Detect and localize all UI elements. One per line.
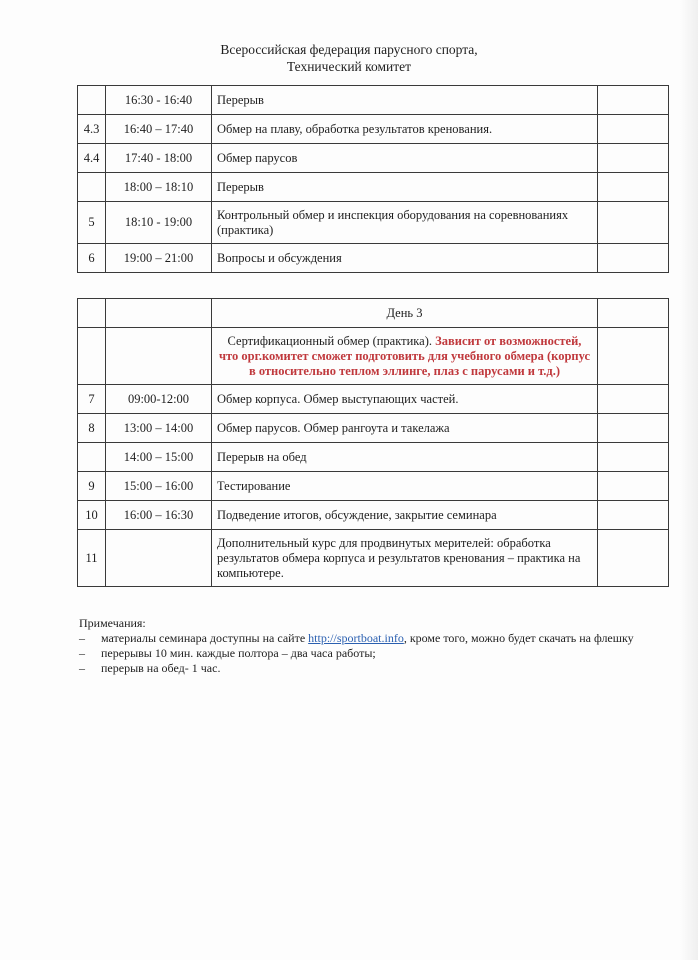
row-number	[78, 328, 106, 385]
row-number	[78, 173, 106, 202]
row-time	[106, 530, 212, 587]
table-row	[78, 501, 669, 530]
schedule-table-day2	[77, 85, 669, 273]
row-time: 16:40 – 17:40	[106, 115, 212, 144]
row-extra	[598, 244, 669, 273]
schedule-table-day3	[77, 298, 669, 587]
row-activity: Перерыв на обед	[212, 443, 598, 472]
row-extra	[598, 472, 669, 501]
note-text: перерывы 10 мин. каждые полтора – два часа работы;	[101, 646, 376, 660]
row-activity: Обмер корпуса. Обмер выступающих частей.	[212, 385, 598, 414]
table-row	[78, 86, 669, 115]
row-extra	[598, 202, 669, 244]
table-row	[78, 530, 669, 587]
table-row	[78, 443, 669, 472]
row-extra	[598, 385, 669, 414]
row-activity: Обмер на плаву, обработка результатов кренования.	[212, 115, 598, 144]
header-committee: Технический комитет	[286, 59, 412, 74]
row-number: 8	[78, 414, 106, 443]
row-extra	[598, 414, 669, 443]
scan-edge-shadow	[680, 0, 698, 960]
table-row	[78, 472, 669, 501]
row-number: 6	[78, 244, 106, 273]
row-number: 4.3	[78, 115, 106, 144]
note-item	[79, 661, 634, 676]
note-item	[79, 646, 634, 661]
row-time: 18:00 – 18:10	[106, 173, 212, 202]
note-dash: –	[79, 661, 85, 675]
row-extra	[598, 86, 669, 115]
table-row	[78, 202, 669, 244]
row-extra	[598, 299, 669, 328]
row-extra	[598, 115, 669, 144]
row-extra	[598, 173, 669, 202]
row-time: 19:00 – 21:00	[106, 244, 212, 273]
row-activity: Тестирование	[212, 472, 598, 501]
row-time	[106, 328, 212, 385]
table-row	[78, 144, 669, 173]
note-dash: –	[79, 631, 85, 645]
row-activity: Перерыв	[212, 86, 598, 115]
note-item	[79, 631, 634, 646]
row-activity: Подведение итогов, обсуждение, закрытие семинара	[212, 501, 598, 530]
note-text: материалы семинара доступны на сайте	[101, 631, 309, 645]
row-activity: Перерыв	[212, 173, 598, 202]
row-number	[78, 86, 106, 115]
row-extra	[598, 501, 669, 530]
certification-note: Зависит от возможностей, что орг.комитет сможет подготовить для учебного обмера (корпус в относительно теплом эллинге, плаз с парусами и т.д.)	[218, 333, 591, 378]
table-row	[78, 115, 669, 144]
row-time: 16:30 - 16:40	[106, 86, 212, 115]
certification-row	[78, 328, 669, 385]
day-label: День 3	[212, 299, 598, 328]
table-row	[78, 244, 669, 273]
row-time: 17:40 - 18:00	[106, 144, 212, 173]
row-time: 18:10 - 19:00	[106, 202, 212, 244]
document-header	[0, 41, 698, 75]
row-extra	[598, 144, 669, 173]
note-text: , кроме того, можно будет скачать на флешку	[403, 631, 634, 645]
row-activity: Обмер парусов	[212, 144, 598, 173]
certification-title: Сертификационный обмер (практика).	[227, 333, 433, 348]
row-activity: Обмер парусов. Обмер рангоута и такелажа	[212, 414, 598, 443]
day-header-row	[78, 299, 669, 328]
notes-title: Примечания:	[79, 616, 146, 630]
table-row	[78, 385, 669, 414]
row-activity: Контрольный обмер и инспекция оборудования на соревнованиях (практика)	[212, 202, 598, 244]
row-number: 5	[78, 202, 106, 244]
notes-section	[79, 616, 634, 676]
row-time: 15:00 – 16:00	[106, 472, 212, 501]
row-number	[78, 299, 106, 328]
row-time: 14:00 – 15:00	[106, 443, 212, 472]
row-time: 13:00 – 14:00	[106, 414, 212, 443]
table-row	[78, 414, 669, 443]
row-number: 7	[78, 385, 106, 414]
row-time: 09:00-12:00	[106, 385, 212, 414]
row-time: 16:00 – 16:30	[106, 501, 212, 530]
row-number	[78, 443, 106, 472]
row-extra	[598, 443, 669, 472]
row-extra	[598, 530, 669, 587]
header-organization: Всероссийская федерация парусного спорта,	[220, 42, 478, 57]
row-number: 10	[78, 501, 106, 530]
row-extra	[598, 328, 669, 385]
row-time	[106, 299, 212, 328]
note-dash: –	[79, 646, 85, 660]
row-number: 9	[78, 472, 106, 501]
note-text: перерыв на обед- 1 час.	[101, 661, 221, 675]
row-activity: Вопросы и обсуждения	[212, 244, 598, 273]
row-number: 4.4	[78, 144, 106, 173]
sportboat-link[interactable]: http://sportboat.info	[308, 631, 404, 645]
table-row	[78, 173, 669, 202]
certification-description	[212, 328, 598, 385]
row-number: 11	[78, 530, 106, 587]
row-activity: Дополнительный курс для продвинутых мерителей: обработка результатов обмера корпуса и результатов кренования – практика на компьютере.	[212, 530, 598, 587]
